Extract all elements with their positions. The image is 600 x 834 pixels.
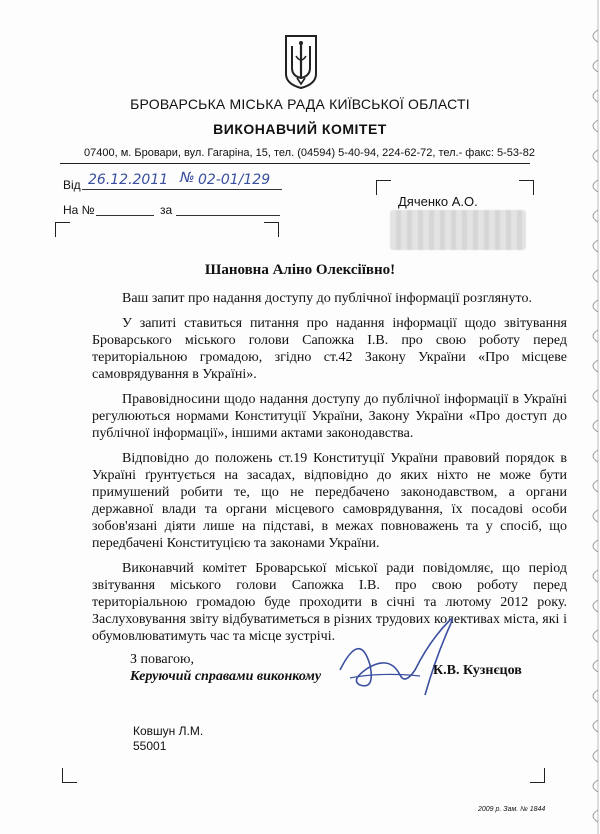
ref-label: На № (63, 203, 95, 217)
addressee-name: Дяченко А.О. (398, 194, 478, 209)
signatory-position: Керуючий справами виконкому (130, 669, 322, 684)
paragraph: Виконавчий комітет Броварської міської ради повідомляє, що період звітування міського голови Сапожка І.В. про свою роботу перед територіальною громадою буде проходити в січні та лютому 2012 року. Заслуховування звіту відбуватиметься в різних трудових колективах міста, які і обумовлюватимуть час та місце зустрічі. (92, 561, 567, 644)
corner-bracket (519, 180, 534, 195)
date-number-line (82, 189, 282, 190)
paragraph: У запиті ставиться питання про надання інформації щодо звітування Броварського міського голови Сапожка І.В. про свою роботу перед територіальною громадою, згідно ст.42 Закону України «Про місцеве самоврядування в Україні». (92, 316, 567, 382)
letter-body (92, 290, 567, 653)
executor-phone: 55001 (133, 739, 167, 753)
contact-address: 07400, м. Бровари, вул. Гагаріна, 15, тел. (04594) 5-40-94, 224-62-72, тел.- факс: 5-53-82 (84, 147, 535, 159)
corner-bracket (264, 222, 279, 237)
corner-bracket (55, 222, 70, 237)
executor-name: Ковшун Л.М. (133, 724, 204, 738)
handwritten-date: 26.12.2011 (88, 172, 169, 188)
committee-name: ВИКОНАВЧИЙ КОМІТЕТ (213, 121, 387, 137)
ref-number-line (96, 215, 154, 216)
paragraph: Відповідно до положень ст.19 Конституції України правовий порядок в Україні ґрунтується на засадах, відповідно до яких ніхто не може бути примушений робити те, що не передбачено законодавством, а органи державної влади та органи місцевого самоврядування, їх посадові особи зобов'язані діяти лише на підставі, в межах повноважень та у спосіб, що передбачені Конституцією та законами України. (92, 451, 567, 551)
ref-from-label: за (160, 203, 173, 217)
closing: З повагою, (130, 652, 194, 667)
corner-bracket (376, 180, 391, 195)
ref-date-line (176, 215, 280, 216)
trident-emblem-icon (283, 34, 319, 90)
greeting: Шановна Аліно Олексіївно! (204, 262, 396, 278)
council-name: БРОВАРСЬКА МІСЬКА РАДА КИЇВСЬКОЇ ОБЛАСТІ (130, 96, 470, 112)
corner-bracket (62, 768, 77, 783)
print-mark: 2009 р. Зам. № 1844 (478, 806, 546, 813)
paragraph: Правовідносини щодо надання доступу до публічної інформації в Україні регулюються нормами Конституції України, Закону України «Про доступ до публічної інформації», іншими актами законодавства. (92, 392, 567, 441)
from-label: Від (63, 178, 81, 192)
handwritten-number: 02-01/129 (198, 172, 271, 188)
redacted-address (390, 210, 526, 250)
paragraph: Ваш запит про надання доступу до публічної інформації розглянуто. (122, 291, 532, 306)
header-rule (60, 163, 530, 164)
corner-bracket (530, 768, 545, 783)
number-separator: № (180, 170, 195, 186)
signatory-name: К.В. Кузнєцов (433, 663, 522, 678)
executor-block (133, 724, 203, 754)
handwritten-signature (330, 610, 470, 710)
